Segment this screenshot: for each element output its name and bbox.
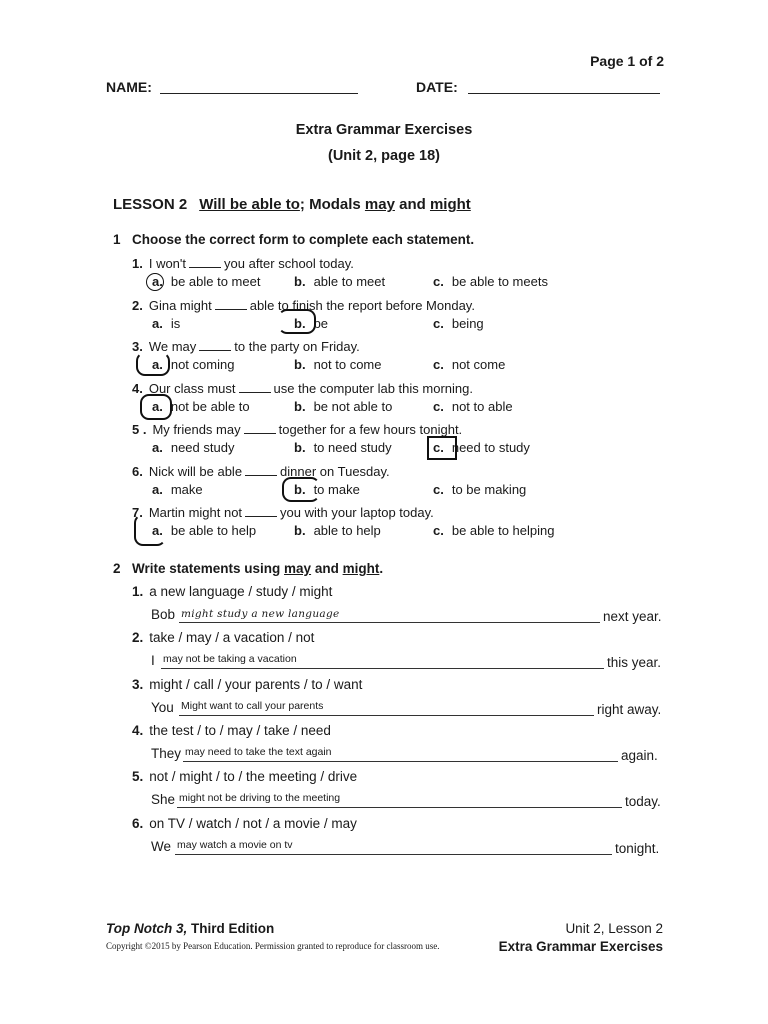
question-stem-start: My friends may bbox=[152, 422, 241, 437]
option-letter: c. bbox=[433, 316, 444, 331]
option-text: need study bbox=[170, 440, 235, 455]
question-blank[interactable] bbox=[239, 381, 271, 393]
write-item-3-lead: You bbox=[151, 700, 174, 715]
option-letter: c. bbox=[433, 482, 444, 497]
write-item-6-prompt bbox=[132, 816, 357, 831]
write-item-number: 4. bbox=[132, 723, 144, 738]
question-4-option-b[interactable] bbox=[294, 399, 392, 414]
question-2-option-c[interactable] bbox=[433, 316, 484, 331]
question-stem-start: Nick will be able bbox=[148, 464, 243, 479]
question-number: 6. bbox=[132, 464, 143, 479]
write-item-words: might / call / your parents / to / want bbox=[149, 677, 363, 692]
question-stem-end: together for a few hours tonight. bbox=[278, 422, 463, 437]
footer-book-title bbox=[106, 921, 274, 936]
date-field[interactable] bbox=[468, 93, 660, 94]
option-letter: b. bbox=[294, 357, 306, 372]
question-blank[interactable] bbox=[199, 339, 231, 351]
question-stem-start: We may bbox=[148, 339, 197, 354]
answer-mark-q4 bbox=[140, 394, 172, 420]
option-text: be able to helping bbox=[451, 523, 555, 538]
question-number: 3. bbox=[132, 339, 143, 354]
question-1-option-a[interactable] bbox=[152, 274, 260, 289]
option-letter: a. bbox=[152, 482, 163, 497]
date-label: DATE: bbox=[416, 79, 458, 95]
question-1-option-b[interactable] bbox=[294, 274, 385, 289]
option-letter: b. bbox=[294, 274, 306, 289]
answer-mark-q7 bbox=[134, 514, 166, 546]
answer-mark-q2 bbox=[278, 309, 316, 334]
footer-copyright: Copyright ©2015 by Pearson Education. Permission granted to reproduce for classroom use. bbox=[106, 941, 440, 951]
question-3-option-b[interactable] bbox=[294, 357, 382, 372]
question-6-option-c[interactable] bbox=[433, 482, 526, 497]
write-item-5-lead: She bbox=[151, 792, 176, 807]
exercise-2-instruction-mid: and bbox=[311, 561, 343, 576]
write-item-2-answer-line[interactable] bbox=[161, 668, 604, 669]
question-stem-end: you after school today. bbox=[224, 256, 354, 271]
question-5-option-a[interactable] bbox=[152, 440, 234, 455]
option-letter: b. bbox=[294, 482, 306, 497]
question-blank[interactable] bbox=[244, 422, 276, 434]
question-2-option-a[interactable] bbox=[152, 316, 180, 331]
write-item-6-answer[interactable]: may watch a movie on tv bbox=[177, 839, 293, 851]
question-stem-end: dinner on Tuesday. bbox=[280, 464, 390, 479]
option-letter: b. bbox=[294, 399, 306, 414]
question-blank[interactable] bbox=[245, 505, 277, 517]
name-label: NAME: bbox=[106, 79, 152, 95]
write-item-1-tail: next year. bbox=[603, 609, 662, 624]
write-item-1-lead: Bob bbox=[151, 607, 176, 622]
question-stem-end: use the computer lab this morning. bbox=[273, 381, 473, 396]
option-letter: c. bbox=[433, 399, 444, 414]
write-item-2-tail: this year. bbox=[607, 655, 662, 670]
option-text: to make bbox=[313, 482, 360, 497]
write-item-3-tail: right away. bbox=[597, 702, 662, 717]
answer-mark-q3 bbox=[136, 352, 170, 376]
lesson-topic-will-be-able-to: Will be able to bbox=[199, 196, 300, 213]
question-stem-end: to the party on Friday. bbox=[234, 339, 360, 354]
footer-edition: Third Edition bbox=[187, 921, 275, 936]
question-number: 7. bbox=[132, 505, 143, 520]
option-text: be able to meet bbox=[170, 274, 261, 289]
write-item-3-prompt bbox=[132, 677, 362, 692]
write-item-5-tail: today. bbox=[625, 794, 661, 809]
option-text: be able to help bbox=[170, 523, 257, 538]
write-item-1-answer[interactable]: might study a new language bbox=[181, 608, 340, 620]
option-text: being bbox=[451, 316, 484, 331]
question-blank[interactable] bbox=[189, 256, 221, 268]
option-letter: c. bbox=[433, 440, 444, 455]
footer-section: Extra Grammar Exercises bbox=[498, 939, 663, 954]
write-item-6-tail: tonight. bbox=[615, 841, 660, 856]
option-text: able to help bbox=[313, 523, 381, 538]
exercise-2-instruction-end: . bbox=[379, 561, 384, 576]
option-text: not to come bbox=[313, 357, 382, 372]
write-item-number: 6. bbox=[132, 816, 144, 831]
option-letter: a. bbox=[152, 357, 163, 372]
question-number: 4. bbox=[132, 381, 143, 396]
option-text: not come bbox=[451, 357, 506, 372]
write-item-number: 5. bbox=[132, 769, 144, 784]
option-letter: b. bbox=[294, 316, 306, 331]
answer-mark-q5 bbox=[427, 436, 457, 460]
answer-mark-q1 bbox=[146, 273, 164, 291]
lesson-label: LESSON 2 bbox=[113, 196, 188, 213]
write-item-3-answer-line[interactable] bbox=[179, 715, 594, 716]
option-text: not coming bbox=[170, 357, 235, 372]
option-text: to need study bbox=[313, 440, 392, 455]
option-letter: a. bbox=[152, 523, 163, 538]
write-item-words: on TV / watch / not / a movie / may bbox=[149, 816, 357, 831]
question-6-option-a[interactable] bbox=[152, 482, 203, 497]
worksheet-subtitle: (Unit 2, page 18) bbox=[328, 148, 440, 164]
write-item-5-prompt bbox=[132, 769, 357, 784]
exercise-1-instruction bbox=[113, 232, 474, 247]
question-stem-start: Martin might not bbox=[148, 505, 243, 520]
footer-book-name: Top Notch 3, bbox=[106, 921, 188, 936]
question-number: 5 . bbox=[132, 422, 147, 437]
write-item-5-answer-line[interactable] bbox=[177, 807, 622, 808]
question-6 bbox=[132, 464, 390, 479]
question-5 bbox=[132, 422, 462, 437]
question-7-option-a[interactable] bbox=[152, 523, 256, 538]
write-item-4-answer-line[interactable] bbox=[183, 761, 618, 762]
option-letter: a. bbox=[152, 399, 163, 414]
write-item-2-lead: I bbox=[151, 653, 155, 668]
question-blank[interactable] bbox=[215, 298, 247, 310]
question-4 bbox=[132, 381, 473, 396]
question-blank[interactable] bbox=[245, 464, 277, 476]
option-text: not to able bbox=[451, 399, 513, 414]
option-letter: a. bbox=[152, 440, 163, 455]
option-text: able to meet bbox=[313, 274, 386, 289]
exercise-2-number: 2 bbox=[113, 561, 121, 576]
lesson-heading bbox=[113, 196, 471, 213]
exercise-2-instruction-might: might bbox=[342, 561, 380, 576]
write-item-words: a new language / study / might bbox=[149, 584, 333, 599]
option-text: make bbox=[170, 482, 203, 497]
option-letter: a. bbox=[152, 316, 163, 331]
write-item-2-prompt bbox=[132, 630, 314, 645]
option-letter: c. bbox=[433, 523, 444, 538]
worksheet-title: Extra Grammar Exercises bbox=[295, 122, 473, 138]
write-item-4-answer[interactable]: may need to take the text again bbox=[185, 746, 332, 758]
write-item-2-answer[interactable]: may not be taking a vacation bbox=[163, 653, 297, 665]
write-item-5-answer[interactable]: might not be driving to the meeting bbox=[179, 792, 341, 804]
lesson-topic-and: and bbox=[394, 196, 430, 213]
option-text: be bbox=[313, 316, 329, 331]
option-letter: c. bbox=[433, 357, 444, 372]
question-stem-start: I won't bbox=[148, 256, 187, 271]
write-item-number: 2. bbox=[132, 630, 144, 645]
question-7 bbox=[132, 505, 434, 520]
question-3-option-c[interactable] bbox=[433, 357, 505, 372]
exercise-1-instruction-text: Choose the correct form to complete each statement. bbox=[132, 232, 475, 247]
question-1-option-c[interactable] bbox=[433, 274, 548, 289]
question-4-option-c[interactable] bbox=[433, 399, 513, 414]
question-7-option-b[interactable] bbox=[294, 523, 381, 538]
question-stem-end: able to finish the report before Monday. bbox=[249, 298, 475, 313]
lesson-topic-may: may bbox=[364, 196, 395, 213]
question-stem-start: Gina might bbox=[148, 298, 212, 313]
question-number: 1. bbox=[132, 256, 143, 271]
question-stem-end: you with your laptop today. bbox=[280, 505, 434, 520]
exercise-2-instruction-may: may bbox=[284, 561, 312, 576]
write-item-3-answer[interactable]: Might want to call your parents bbox=[181, 700, 324, 712]
write-item-words: the test / to / may / take / need bbox=[149, 723, 331, 738]
option-text: need to study bbox=[451, 440, 530, 455]
write-item-6-answer-line[interactable] bbox=[175, 854, 612, 855]
option-text: not be able to bbox=[170, 399, 250, 414]
exercise-2-instruction bbox=[113, 561, 383, 576]
write-item-6-lead: We bbox=[151, 839, 172, 854]
question-1 bbox=[132, 256, 354, 271]
write-item-4-tail: again. bbox=[621, 748, 658, 763]
write-item-1-answer-line[interactable] bbox=[179, 622, 600, 623]
name-field[interactable] bbox=[160, 93, 358, 94]
question-5-option-b[interactable] bbox=[294, 440, 392, 455]
write-item-number: 1. bbox=[132, 584, 144, 599]
question-number: 2. bbox=[132, 298, 143, 313]
option-text: is bbox=[170, 316, 181, 331]
write-item-4-prompt bbox=[132, 723, 331, 738]
write-item-4-lead: They bbox=[151, 746, 182, 761]
write-item-number: 3. bbox=[132, 677, 144, 692]
lesson-topic-might: might bbox=[429, 196, 471, 213]
option-text: to be making bbox=[451, 482, 527, 497]
question-7-option-c[interactable] bbox=[433, 523, 555, 538]
option-letter: b. bbox=[294, 523, 306, 538]
option-letter: b. bbox=[294, 440, 306, 455]
write-item-words: not / might / to / the meeting / drive bbox=[149, 769, 358, 784]
write-item-words: take / may / a vacation / not bbox=[149, 630, 315, 645]
answer-mark-q6 bbox=[282, 477, 320, 502]
question-stem-start: Our class must bbox=[148, 381, 236, 396]
lesson-topic-separator: ; Modals bbox=[299, 196, 365, 213]
page-number: Page 1 of 2 bbox=[590, 53, 664, 69]
question-3 bbox=[132, 339, 360, 354]
write-item-1-prompt bbox=[132, 584, 332, 599]
footer-unit: Unit 2, Lesson 2 bbox=[565, 921, 663, 936]
exercise-2-instruction-pre: Write statements using bbox=[132, 561, 285, 576]
option-text: be not able to bbox=[313, 399, 393, 414]
option-letter: c. bbox=[433, 274, 444, 289]
exercise-1-number: 1 bbox=[113, 232, 121, 247]
option-letter: a. bbox=[152, 274, 163, 289]
option-text: be able to meets bbox=[451, 274, 548, 289]
